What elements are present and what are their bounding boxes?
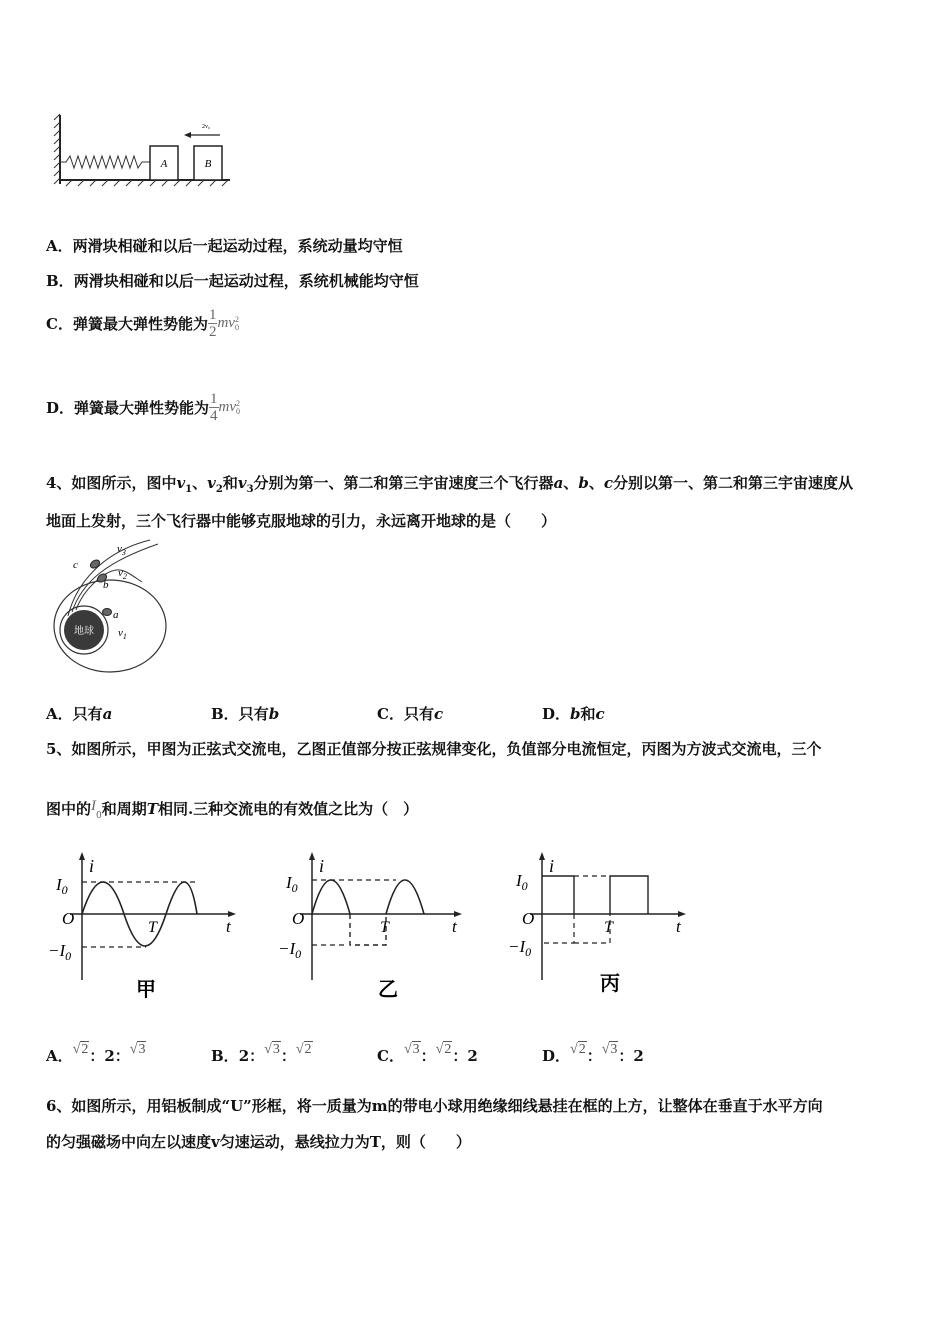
block-a-label: A xyxy=(160,158,168,170)
q3-option-a[interactable]: A．两滑块相碰和以后一起运动过程，系统动量均守恒 xyxy=(46,237,403,255)
v3-label: $v_3$ xyxy=(117,543,126,557)
b-label: b xyxy=(103,579,109,591)
orbit-figure xyxy=(46,538,171,680)
v2-label: $v_2$ xyxy=(118,567,127,581)
i0-label: $I_0$ xyxy=(56,875,68,897)
i-axis-label: i xyxy=(89,856,95,876)
neg-i0-label: $-I_0$ xyxy=(508,937,532,959)
origin-label: O xyxy=(292,909,305,928)
sqrt: √2 xyxy=(435,1042,452,1057)
graph-caption: 丙 xyxy=(600,973,620,995)
neg-i0-label: $-I_0$ xyxy=(278,939,302,961)
period-label: T xyxy=(148,919,157,936)
ac-graph-jia xyxy=(46,850,246,1005)
c-label: c xyxy=(73,559,78,571)
q5-option-c[interactable]: C．√3：√2：2 xyxy=(377,1042,478,1065)
q6-stem-line2: 的匀强磁场中向左以速度v匀速运动，悬线拉力为T，则（ ） xyxy=(46,1133,471,1151)
q4-option-b[interactable]: B．只有b xyxy=(211,705,280,723)
i0-label: $I_0$ xyxy=(286,873,298,895)
v1-label: $v_1$ xyxy=(118,627,127,641)
t-axis-label: t xyxy=(676,917,681,936)
q5-stem-line2: 图中的$I_0$和周期T相同.三种交流电的有效值之比为（ ） xyxy=(46,798,419,821)
fraction: $\frac{1}{4}$ xyxy=(210,391,218,424)
i-axis-label: i xyxy=(549,856,555,876)
q4-stem-line1: 4、如图所示，图中$v_1$、$v_2$和$v_3$分别为第一、第二和第三宇宙速度三个飞行器a、b、c分别以第一、第二和第三宇宙速度从 xyxy=(46,474,853,495)
q3-option-b[interactable]: B．两滑块相碰和以后一起运动过程，系统机械能均守恒 xyxy=(46,272,419,290)
fraction: $\frac{1}{2}$ xyxy=(208,307,217,340)
q5-option-d[interactable]: D．√2：√3：2 xyxy=(542,1042,644,1065)
block-b-label: B xyxy=(204,158,212,170)
sqrt: √2 xyxy=(72,1042,89,1057)
sqrt: √2 xyxy=(295,1042,312,1057)
a-label: a xyxy=(113,609,119,621)
q3-option-c[interactable]: C．弹簧最大弹性势能为 $\frac{1}{2}$ mv 2 0 xyxy=(46,307,239,340)
t-axis-label: t xyxy=(452,917,457,936)
sqrt: √3 xyxy=(601,1042,618,1057)
t-axis-label: t xyxy=(226,917,231,936)
q5-option-b[interactable]: B．2：√3：√2 xyxy=(211,1042,312,1065)
neg-i0-label: $-I_0$ xyxy=(48,941,72,963)
origin-label: O xyxy=(62,909,75,928)
q4-option-d[interactable]: D．b和c xyxy=(542,705,605,723)
sqrt: √3 xyxy=(403,1042,420,1057)
q5-option-a[interactable]: A．√2：2：√3 xyxy=(46,1042,146,1065)
origin-label: O xyxy=(522,909,535,928)
q3-option-d[interactable]: D．弹簧最大弹性势能为 $\frac{1}{4}$ mv 2 0 xyxy=(46,391,241,424)
ac-graph-bing xyxy=(506,850,706,1005)
q5-stem-line1: 5、如图所示，甲图为正弦式交流电，乙图正值部分按正弦规律变化，负值部分电流恒定，丙图为方波式交流电，三个 xyxy=(46,740,822,758)
q4-option-c[interactable]: C．只有c xyxy=(377,705,444,723)
graph-caption: 甲 xyxy=(136,979,156,1001)
i-axis-label: i xyxy=(319,856,325,876)
ac-graph-yi xyxy=(276,850,476,1005)
i0-label: $I_0$ xyxy=(516,871,528,893)
spring-blocks-figure xyxy=(52,110,252,190)
q6-stem-line1: 6、如图所示，用铝板制成“U”形框，将一质量为m的带电小球用绝缘细线悬挂在框的上方，让整体在垂直于水平方向 xyxy=(46,1097,823,1115)
velocity-label: 2v₀ xyxy=(201,124,211,130)
period-label: T xyxy=(380,919,389,936)
earth-label: 地球 xyxy=(74,626,94,637)
graph-caption: 乙 xyxy=(378,979,398,1001)
period-label: T xyxy=(604,919,613,936)
q4-stem-line2: 地面上发射，三个飞行器中能够克服地球的引力，永远离开地球的是（ ） xyxy=(46,512,557,530)
sqrt: √2 xyxy=(570,1042,586,1057)
q4-option-a[interactable]: A．只有a xyxy=(46,705,113,723)
sqrt: √3 xyxy=(264,1042,280,1057)
sqrt: √3 xyxy=(129,1042,146,1057)
